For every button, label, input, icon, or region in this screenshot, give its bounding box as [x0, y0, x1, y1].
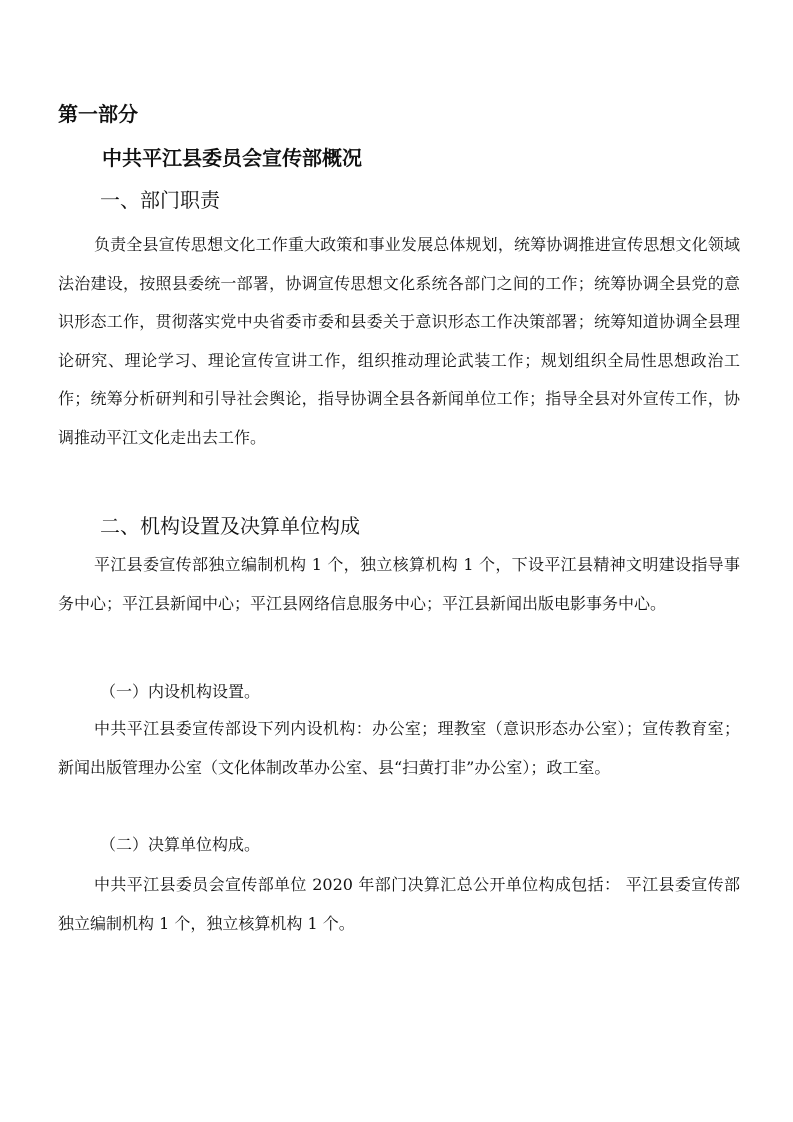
subsection-heading-internal-units: （一）内设机构设置。 [100, 682, 261, 701]
part-heading: 第一部分 [58, 102, 138, 126]
paragraph-duties: 负责全县宣传思想文化工作重大政策和事业发展总体规划，统筹协调推进宣传思想文化领域法治建设，按照县委统一部署，协调宣传思想文化系统各部门之间的工作；统筹协调全县党的意识形态工作，贯彻落实党中央省委市委和县委关于意识形态工作决策部署；统筹知道协调全县理论研究、理论学习、理论宣传宣讲工作，组织推动理论武装工作；规划组织全局性思想政治工作；统筹分析研判和引导社会舆论，指导协调全县各新闻单位工作；指导全县对外宣传工作，协调推动平江文化走出去工作。 [58, 235, 740, 447]
paragraph-accounting-units: 中共平江县委员会宣传部单位 2020 年部门决算汇总公开单位构成包括： 平江县委宣传部独立编制机构 1 个，独立核算机构 1 个。 [58, 875, 740, 933]
section-heading-duties: 一、部门职责 [100, 188, 220, 212]
paragraph-structure-intro: 平江县委宣传部独立编制机构 1 个，独立核算机构 1 个，下设平江县精神文明建设指导事务中心；平江县新闻中心；平江县网络信息服务中心；平江县新闻出版电影事务中心。 [58, 555, 740, 613]
document-title: 中共平江县委员会宣传部概况 [102, 146, 362, 170]
subsection-heading-accounting-units: （二）决算单位构成。 [100, 835, 261, 854]
section-heading-structure: 二、机构设置及决算单位构成 [100, 514, 360, 538]
paragraph-internal-units: 中共平江县委宣传部设下列内设机构：办公室；理教室（意识形态办公室）；宣传教育室；新闻出版管理办公室（文化体制改革办公室、县“扫黄打非”办公室）；政工室。 [58, 719, 740, 777]
